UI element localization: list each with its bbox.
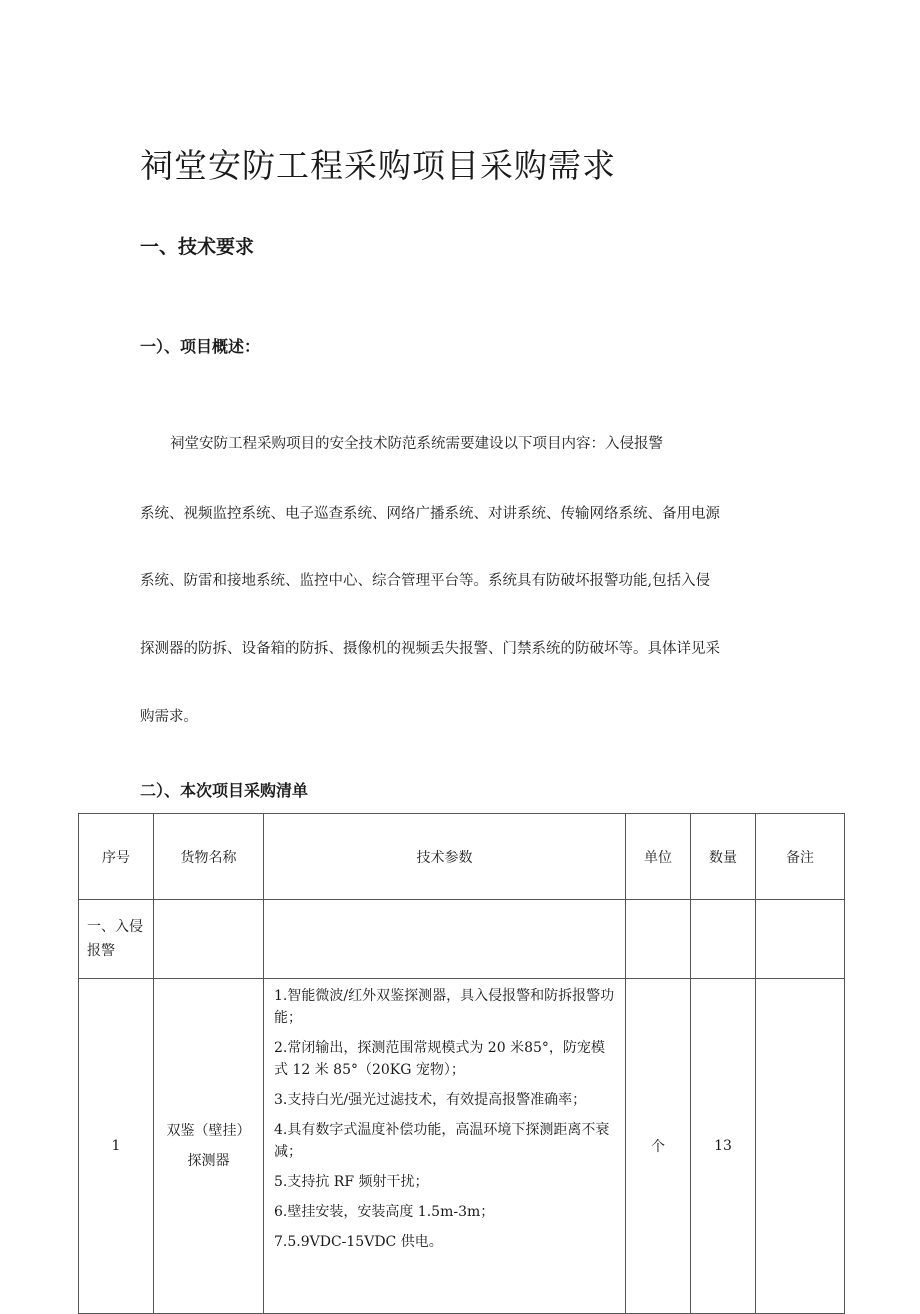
table-header-row — [79, 814, 845, 900]
overview-line: 购需求。 — [140, 709, 198, 725]
overview-line: 系统、防雷和接地系统、监控中心、综合管理平台等。系统具有防破坏报警功能,包括入侵 — [140, 573, 711, 589]
overview-line: 祠堂安防工程采购项目的安全技术防范系统需要建设以下项目内容：入侵报警 — [170, 436, 663, 452]
empty-cell — [756, 900, 845, 979]
empty-cell — [691, 900, 756, 979]
subsection-heading-procurement-list: 二）、本次项目采购清单 — [140, 781, 309, 800]
spec-item: 3.支持白光/强光过滤技术，有效提高报警准确率； — [274, 1092, 587, 1108]
document-title: 祠堂安防工程采购项目采购需求 — [140, 146, 616, 185]
row-qty: 13 — [691, 979, 756, 1314]
header-name: 货物名称 — [154, 814, 264, 900]
row-unit: 个 — [626, 979, 691, 1314]
spec-item: 6.壁挂安装，安装高度 1.5m-3m； — [274, 1204, 495, 1220]
procurement-table — [78, 813, 845, 1314]
spec-item: 1.智能微波/红外双鉴探测器，具入侵报警和防拆报警功能； — [274, 988, 615, 1026]
empty-cell — [626, 900, 691, 979]
subsection-heading-overview: 一）、项目概述： — [140, 337, 261, 356]
header-unit: 单位 — [626, 814, 691, 900]
header-qty: 数量 — [691, 814, 756, 900]
empty-cell — [264, 900, 626, 979]
row-no: 1 — [79, 979, 154, 1314]
category-label: 一、入侵报警 — [79, 900, 154, 979]
section-heading-technical-requirements: 一、技术要求 — [140, 236, 255, 258]
spec-item: 2.常闭输出，探测范围常规模式为 20 米85°，防宠模式 12 米 85°（20KG 宠物）； — [274, 1040, 605, 1078]
spec-item: 7.5.9VDC-15VDC 供电。 — [274, 1234, 443, 1250]
row-name-line: 双鉴（壁挂） — [166, 1123, 251, 1139]
row-name-line: 探测器 — [187, 1153, 230, 1169]
header-no: 序号 — [79, 814, 154, 900]
overview-line: 探测器的防拆、设备箱的防拆、摄像机的视频丢失报警、门禁系统的防破坏等。具体详见采 — [140, 641, 720, 657]
table-row — [79, 979, 845, 1314]
header-note: 备注 — [756, 814, 845, 900]
row-name — [154, 979, 264, 1314]
header-spec: 技术参数 — [264, 814, 626, 900]
category-row — [79, 900, 845, 979]
empty-cell — [154, 900, 264, 979]
row-note — [756, 979, 845, 1314]
row-spec — [264, 979, 626, 1314]
overview-line: 系统、视频监控系统、电子巡查系统、网络广播系统、对讲系统、传输网络系统、备用电源 — [140, 506, 720, 522]
spec-item: 5.支持抗 RF 频射干扰； — [274, 1174, 429, 1190]
spec-item: 4.具有数字式温度补偿功能，高温环境下探测距离不衰减； — [274, 1122, 610, 1160]
